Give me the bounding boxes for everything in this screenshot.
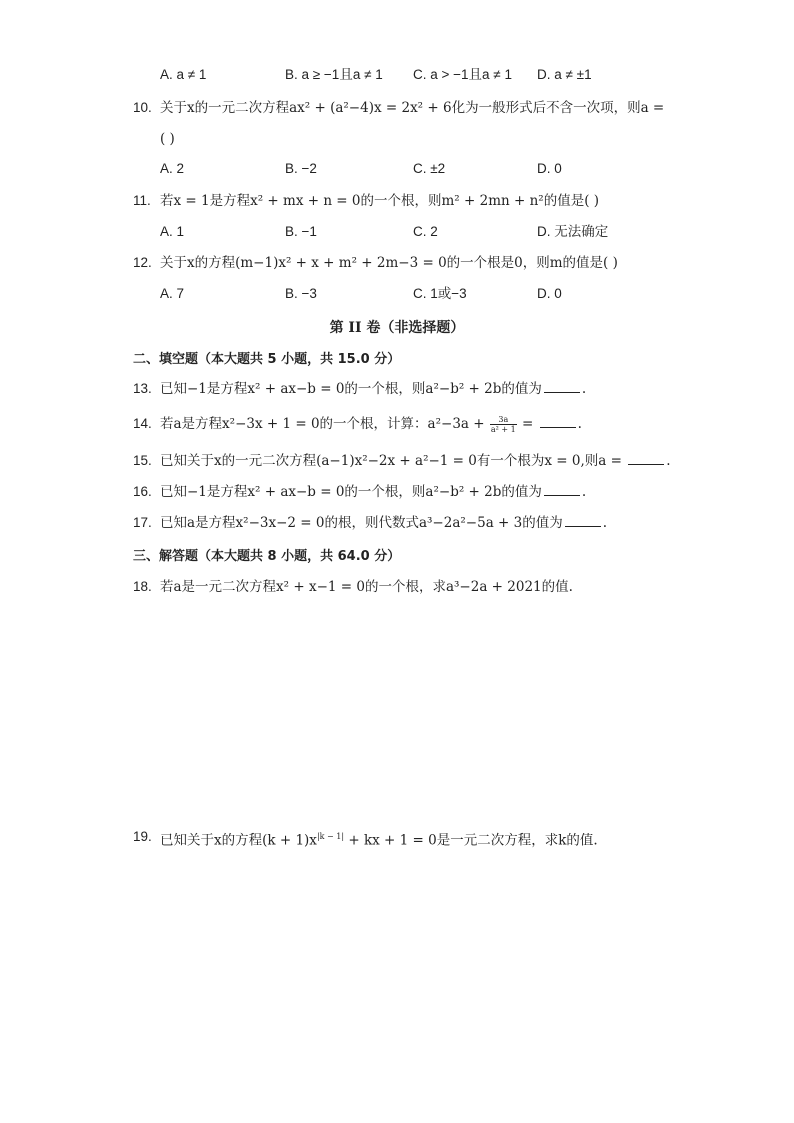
- q9-option-b: B. a ≥ −1且a ≠ 1: [285, 67, 383, 82]
- question-text: 已知关于x的方程(k + 1)x: [160, 832, 317, 849]
- fraction-numerator: 3a: [490, 415, 517, 425]
- q9-option-d: D. a ≠ ±1: [537, 67, 592, 82]
- question-number: 10.: [133, 100, 152, 115]
- question-number: 13.: [133, 381, 152, 396]
- q12-option-c: C. 1或−3: [413, 286, 467, 301]
- question-text: 若a是方程x²−3x + 1 = 0的一个根，计算：a²−3a +: [160, 416, 489, 432]
- question-text-continued: ( ): [160, 131, 175, 147]
- answer-blank: [628, 464, 664, 465]
- question-number: 17.: [133, 515, 152, 530]
- question-number: 16.: [133, 484, 152, 499]
- q11-option-a: A. 1: [160, 224, 185, 239]
- part-2-title: 第 II 卷（非选择题）: [329, 320, 465, 336]
- section-fill-in-heading: 二、填空题（本大题共 5 小题，共 15.0 分）: [133, 352, 401, 367]
- answer-blank: [544, 495, 580, 496]
- question-text: 关于x的一元二次方程ax² + (a²−4)x = 2x² + 6化为一般形式后不含一次项，则a =: [160, 100, 665, 116]
- q12-option-d: D. 0: [537, 286, 562, 301]
- question-text: 已知−1是方程x² + ax−b = 0的一个根，则a²−b² + 2b的值为: [160, 381, 542, 397]
- q11-option-b: B. −1: [285, 224, 317, 239]
- question-end: .: [581, 484, 587, 500]
- question-end: .: [602, 515, 608, 531]
- q9-option-a: A. a ≠ 1: [160, 67, 207, 82]
- q10-option-c: C. ±2: [413, 161, 446, 176]
- question-end: .: [577, 416, 582, 432]
- question-text-after: + kx + 1 = 0是一元二次方程，求k的值.: [344, 832, 598, 849]
- question-text: 已知a是方程x²−3x−2 = 0的根，则代数式a³−2a²−5a + 3的值为: [160, 515, 563, 531]
- answer-blank: [565, 526, 601, 527]
- question-text: 若a是一元二次方程x² + x−1 = 0的一个根，求a³−2a + 2021的值.: [160, 579, 573, 595]
- question-number: 12.: [133, 255, 152, 270]
- q9-option-c: C. a > −1且a ≠ 1: [413, 67, 512, 82]
- answer-blank: [540, 427, 576, 428]
- question-end: .: [666, 453, 671, 469]
- q10-option-a: A. 2: [160, 161, 185, 176]
- question-number: 15.: [133, 453, 152, 468]
- fraction: [490, 415, 517, 434]
- fraction-denominator: a² + 1: [490, 425, 516, 434]
- q12-option-a: A. 7: [160, 286, 185, 301]
- exponent: |k − 1|: [316, 832, 345, 841]
- q10-option-d: D. 0: [537, 161, 562, 176]
- q11-option-c: C. 2: [413, 224, 438, 239]
- question-text-after: =: [517, 416, 538, 432]
- q12-option-b: B. −3: [285, 286, 317, 301]
- question-number: 11.: [133, 193, 151, 208]
- question-number: 18.: [133, 579, 152, 594]
- q10-option-b: B. −2: [285, 161, 317, 176]
- question-text: 关于x的方程(m−1)x² + x + m² + 2m−3 = 0的一个根是0，则m的值是( ): [160, 255, 618, 271]
- question-text: 若x = 1是方程x² + mx + n = 0的一个根，则m² + 2mn + n²的值是( ): [160, 193, 600, 209]
- question-number: 19.: [133, 829, 152, 844]
- question-text: 已知−1是方程x² + ax−b = 0的一个根，则a²−b² + 2b的值为: [160, 484, 542, 500]
- question-number: 14.: [133, 416, 152, 431]
- answer-blank: [544, 392, 580, 393]
- question-text: 已知关于x的一元二次方程(a−1)x²−2x + a²−1 = 0有一个根为x = 0,则a =: [160, 453, 627, 469]
- section-solution-heading: 三、解答题（本大题共 8 小题，共 64.0 分）: [133, 549, 401, 564]
- question-end: .: [581, 381, 587, 397]
- q11-option-d: D. 无法确定: [537, 224, 609, 239]
